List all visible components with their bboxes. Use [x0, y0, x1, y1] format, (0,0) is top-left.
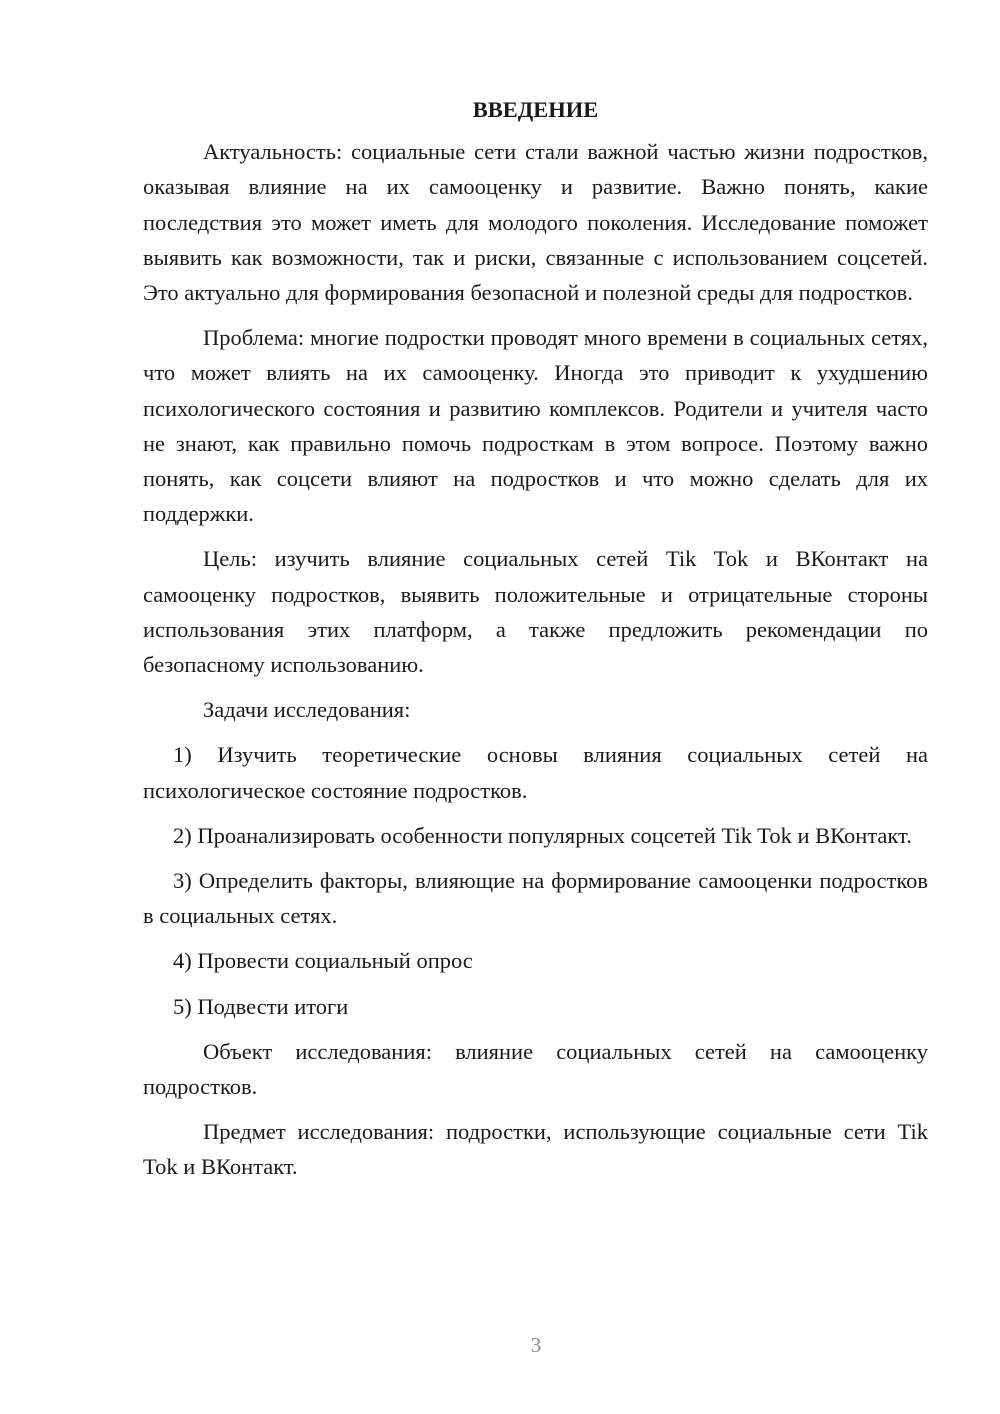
paragraph-object: Объект исследования: влияние социальных сетей на самооценку подростков. — [143, 1038, 928, 1100]
task-item-5: 5) Подвести итоги — [173, 993, 349, 1019]
task-item-3: 3) Определить факторы, влияющие на формирование самооценки подростков в социальных сетях. — [143, 868, 928, 929]
paragraph-goal: Цель: изучить влияние социальных сетей Tik Tok и ВКонтакт на самооценку подростков, выявить положительные и отрицательные стороны использования этих платформ, а также предложить рекомендации по безопасному использованию. — [143, 546, 928, 678]
paragraph-subject: Предмет исследования: подростки, использующие социальные сети Tik Tok и ВКонтакт. — [143, 1119, 928, 1180]
task-item-2: 2) Проанализировать особенности популярных соцсетей Tik Tok и ВКонтакт. — [173, 822, 912, 848]
page-number: 3 — [530, 1333, 542, 1357]
page-title: ВВЕДЕНИЕ — [472, 97, 599, 122]
task-item-4: 4) Провести социальный опрос — [173, 948, 473, 974]
document-body — [143, 92, 928, 1195]
task-item-1: 1) Изучить теоретические основы влияния социальных сетей на психологическое состояние подростков. — [143, 742, 928, 803]
paragraph-problem: Проблема: многие подростки проводят много времени в социальных сетях, что может влиять на их самооценку. Иногда это приводит к ухудшению психологического состояния и развитию комплексов. Родители и учителя часто не знают, как правильно помочь подросткам в этом вопросе. Поэтому важно понять, как соцсети влияют на подростков и что можно сделать для их поддержки. — [143, 325, 928, 527]
paragraph-relevance: Актуальность: социальные сети стали важной частью жизни подростков, оказывая влияние на их самооценку и развитие. Важно понять, какие последствия это может иметь для молодого поколения. Исследование поможет выявить как возможности, так и риски, связанные с использованием соцсетей. Это актуально для формирования безопасной и полезной среды для подростков. — [143, 139, 928, 306]
paragraph-tasks-heading: Задачи исследования: — [203, 697, 411, 723]
